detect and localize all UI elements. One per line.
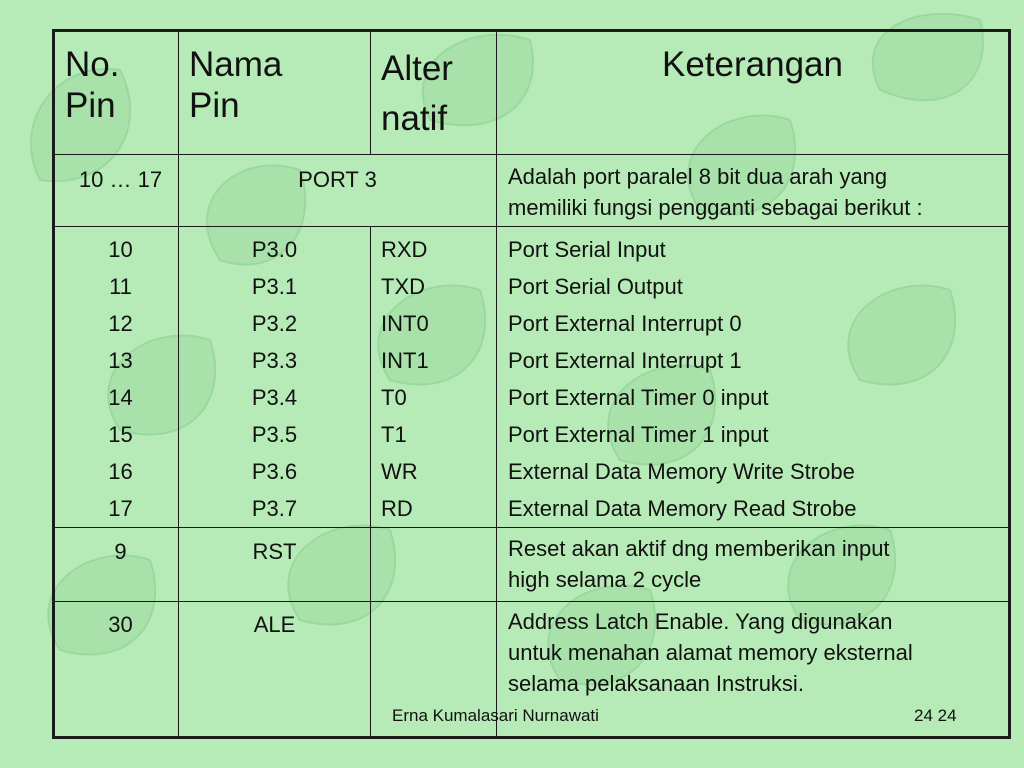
pin-alt: RD (381, 496, 413, 521)
header-alt-line1: Alter (381, 49, 453, 88)
rst-desc-line1: Reset akan aktif dng memberikan input (508, 536, 890, 561)
pin-number: 17 (108, 496, 133, 521)
pin-alt: WR (381, 459, 418, 484)
ale-desc-line1: Address Latch Enable. Yang digunakan (508, 609, 893, 634)
header-nama-pin (179, 31, 371, 155)
rst-desc-line2: high selama 2 cycle (508, 567, 702, 592)
pin-desc: Port External Timer 0 input (508, 385, 769, 410)
pin-alt: T0 (381, 385, 407, 410)
port-desc-line1: Adalah port paralel 8 bit dua arah yang (508, 164, 888, 189)
pin-name: P3.1 (251, 274, 298, 299)
pin-name: P3.2 (251, 311, 298, 336)
rst-alt-cell (371, 528, 497, 602)
ale-name-cell: ALE (179, 602, 371, 738)
header-row (54, 31, 1010, 155)
pin-number: 11 (109, 274, 132, 299)
rst-name-cell: RST (179, 528, 371, 602)
pin-alt-cell (371, 227, 497, 528)
port-name-cell: PORT 3 (179, 155, 497, 227)
pin-desc: Port Serial Output (508, 274, 683, 299)
port-pins-cell: 10 … 17 (54, 155, 179, 227)
pin-number: 10 (108, 237, 133, 262)
footer-author: Erna Kumalasari Nurnawati (392, 706, 599, 725)
pin-name: P3.3 (251, 348, 298, 373)
ale-desc-line3: selama pelaksanaan Instruksi. (508, 671, 804, 696)
pin-number: 13 (108, 348, 133, 373)
header-no-pin (54, 31, 179, 155)
pin-desc: External Data Memory Write Strobe (508, 459, 855, 484)
header-alt-line2: natif (381, 99, 448, 138)
rst-desc-cell (497, 528, 1010, 602)
ale-desc-line2: untuk menahan alamat memory eksternal (508, 640, 913, 665)
rst-pin-cell: 9 (54, 528, 179, 602)
pin-desc: Port External Timer 1 input (508, 422, 769, 447)
pin-name: P3.6 (251, 459, 298, 484)
pin-desc-cell (497, 227, 1010, 528)
table-row-rst (54, 528, 1010, 602)
header-alternatif (371, 31, 497, 155)
pin-number: 14 (108, 385, 133, 410)
port-desc-line2: memiliki fungsi pengganti sebagai berikut : (508, 195, 923, 220)
footer-page-number: 24 24 (914, 706, 957, 725)
pin-number: 12 (108, 311, 133, 336)
pin-desc: Port Serial Input (508, 237, 666, 262)
pin-alt: RXD (381, 237, 428, 262)
pin-name: P3.7 (251, 496, 298, 521)
pin-name: P3.4 (251, 385, 298, 410)
pin-desc: Port External Interrupt 1 (508, 348, 742, 373)
pin-alt: INT1 (381, 348, 429, 373)
pin-alt: T1 (381, 422, 407, 447)
header-nama-line2: Pin (189, 86, 240, 125)
pin-number: 16 (108, 459, 133, 484)
pin-number: 15 (108, 422, 133, 447)
header-nama-line1: Nama (189, 45, 283, 84)
pin-desc: External Data Memory Read Strobe (508, 496, 857, 521)
pin-table (52, 29, 1011, 739)
ale-pin-cell: 30 (54, 602, 179, 738)
header-keterangan: Keterangan (497, 31, 1010, 155)
pin-number-cell (54, 227, 179, 528)
pin-alt: TXD (381, 274, 425, 299)
header-pin-line1: No. (65, 45, 120, 84)
pin-name: P3.5 (251, 422, 298, 447)
pin-desc: Port External Interrupt 0 (508, 311, 742, 336)
header-pin-line2: Pin (65, 86, 116, 125)
table-row-port3 (54, 155, 1010, 227)
port-desc-cell (497, 155, 1010, 227)
table-row-pin-list (54, 227, 1010, 528)
pin-name: P3.0 (251, 237, 298, 262)
pin-alt: INT0 (381, 311, 429, 336)
pin-name-cell (179, 227, 371, 528)
